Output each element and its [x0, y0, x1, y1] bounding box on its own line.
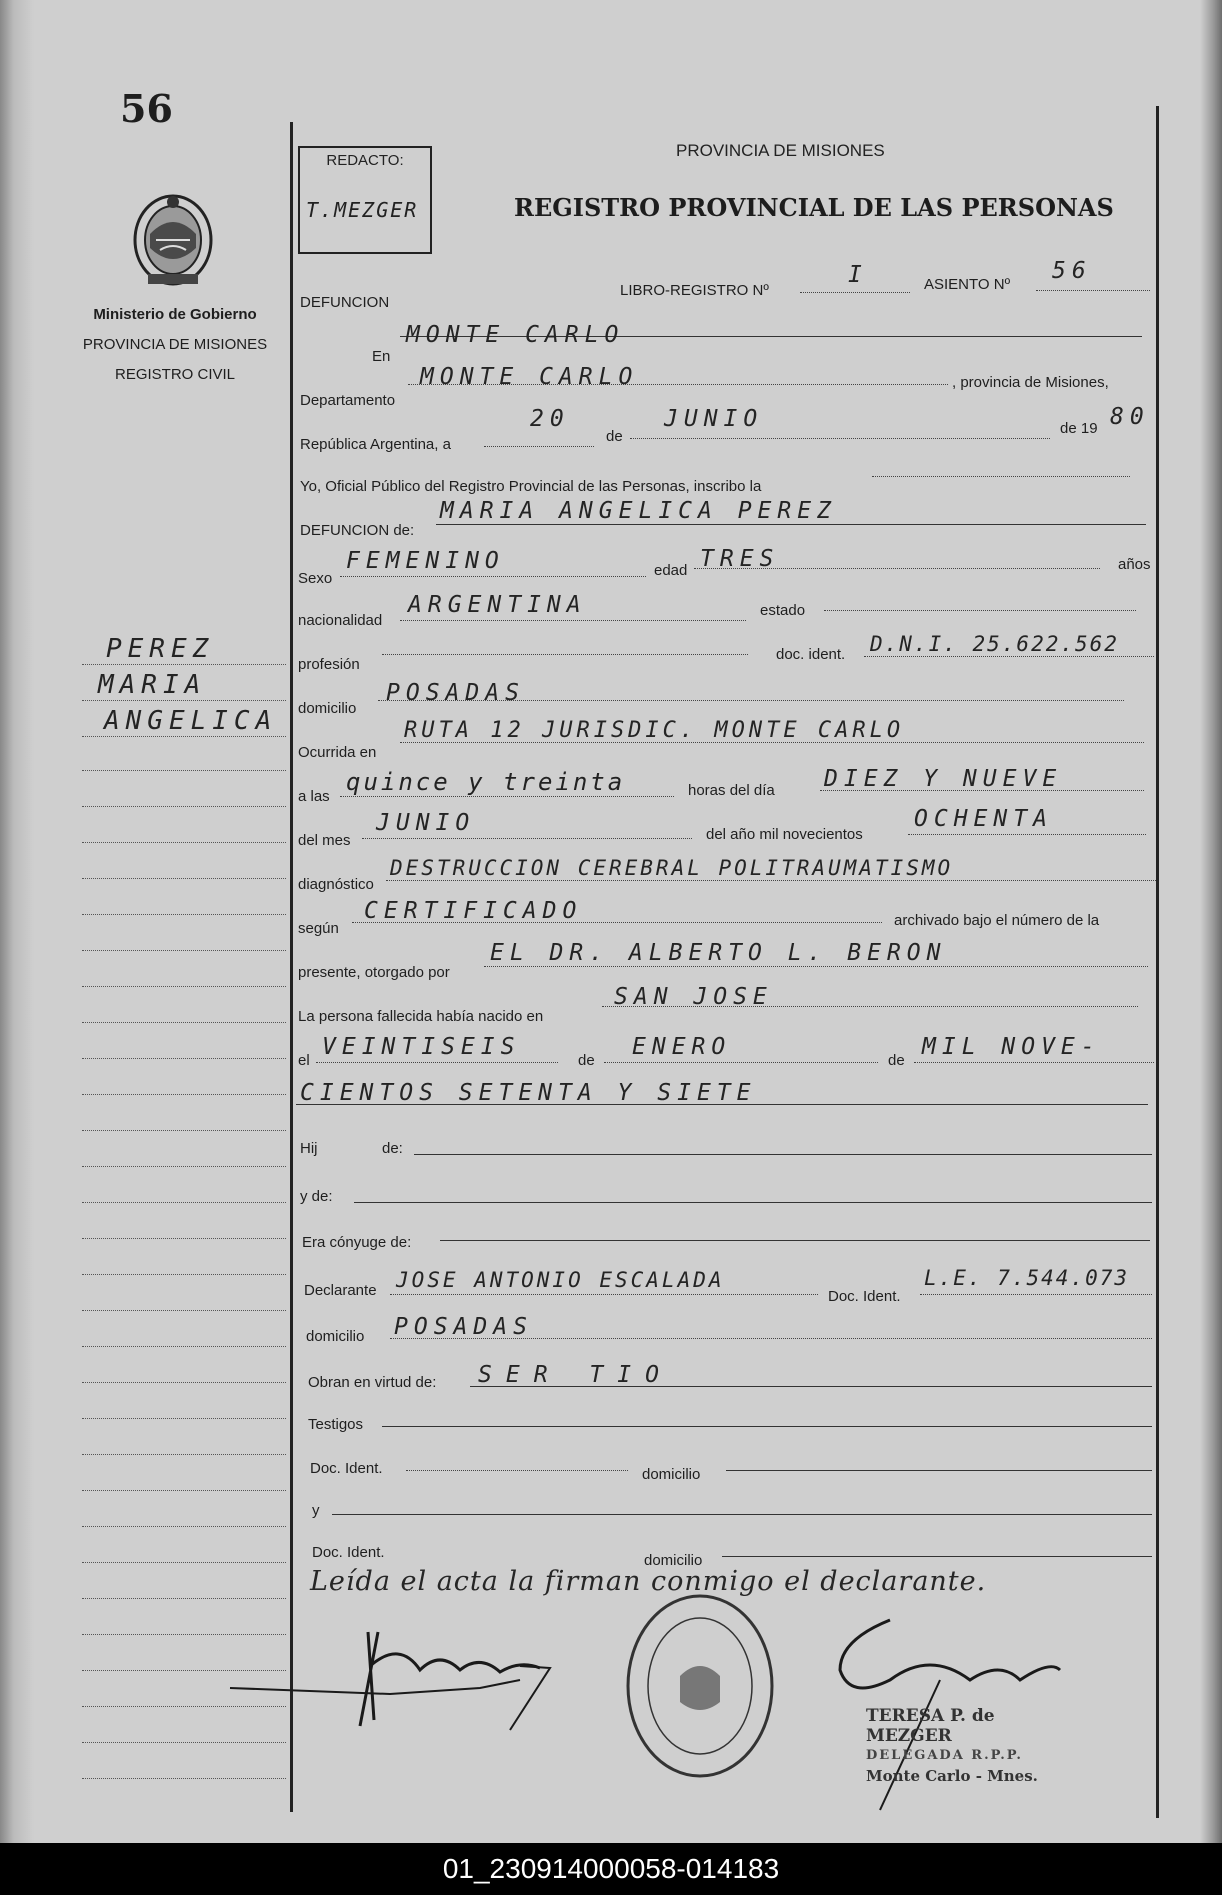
stamp-role: DELEGADA R.P.P.: [866, 1748, 1023, 1763]
margin-surname: PEREZ: [106, 634, 215, 664]
delmes-label: del mes: [298, 832, 351, 849]
death-day-value: 20: [530, 406, 570, 432]
domicilio-value: POSADAS: [386, 680, 525, 706]
obran-value: SER TIO: [478, 1362, 673, 1388]
defuncion-label: DEFUNCION de:: [300, 522, 415, 539]
testigos-label: Testigos: [308, 1416, 364, 1433]
dom2-label: domicilio: [644, 1552, 703, 1569]
margin-second-name: ANGELICA: [104, 706, 278, 736]
nacionalidad-value: ARGENTINA: [408, 592, 587, 618]
death-month-value: JUNIO: [664, 406, 764, 432]
archivado-text: archivado bajo el número de la: [894, 912, 1100, 929]
ministry-registry: REGISTRO CIVIL: [114, 366, 236, 383]
margin-first-name: MARIA: [98, 670, 207, 700]
closing-note: Leída el acta la firman conmigo el declarante.: [310, 1566, 987, 1597]
stamp-name: TERESA P. de MEZGER: [866, 1706, 995, 1746]
docident2-label: Doc. Ident.: [312, 1544, 385, 1561]
en-label: En: [372, 348, 391, 365]
header-province: PROVINCIA DE MISIONES: [676, 141, 885, 160]
nacido-label: La persona fallecida había nacido en: [298, 1008, 544, 1025]
delmes-value: JUNIO: [376, 810, 476, 836]
conyuge-label: Era cónyuge de:: [302, 1234, 412, 1251]
segun-label: según: [298, 920, 339, 937]
redacto-value: T.MEZGER: [306, 198, 419, 222]
asiento-value: 56: [1052, 258, 1092, 284]
diagnostico-label: diagnóstico: [298, 876, 374, 893]
el-value: VEINTISEIS: [322, 1034, 521, 1060]
diagnostico-value: DESTRUCCION CEREBRAL POLITRAUMATISMO: [390, 856, 954, 880]
dom1-label: domicilio: [642, 1466, 701, 1483]
right-column-rule: [1156, 106, 1159, 1818]
de2-label: de: [578, 1052, 595, 1069]
left-column-rule: [290, 122, 293, 1812]
redacto-box: [298, 146, 432, 254]
estado-label: estado: [760, 602, 806, 619]
anio-mil-value: OCHENTA: [914, 806, 1053, 832]
anos-label: años: [1118, 556, 1151, 573]
alas-label: a las: [298, 788, 330, 805]
year-value: 80: [1110, 404, 1150, 430]
declarant-signature: [220, 1610, 620, 1740]
sexo-value: FEMENINO: [346, 548, 505, 574]
edad-label: edad: [654, 562, 688, 579]
ministry-province: PROVINCIA DE MISIONES: [82, 336, 268, 353]
ocurrida-value: RUTA 12 JURISDIC. MONTE CARLO: [404, 718, 905, 743]
coat-of-arms-seal: [130, 190, 216, 290]
horas-label: horas del día: [688, 782, 775, 799]
hij-de-label: de:: [382, 1140, 403, 1157]
officer-stamp: [866, 1706, 1086, 1785]
departamento-value: MONTE CARLO: [420, 364, 639, 390]
ministry-name: Ministerio de Gobierno: [93, 306, 257, 323]
en-value: MONTE CARLO: [406, 322, 625, 348]
sexo-label: Sexo: [298, 570, 333, 587]
presente-value: EL DR. ALBERTO L. BERON: [490, 940, 947, 966]
profesion-label: profesión: [298, 656, 360, 673]
provincia-text: , provincia de Misiones,: [952, 374, 1109, 391]
act-type: DEFUNCION: [300, 294, 390, 311]
declarante-label: Declarante: [304, 1282, 377, 1299]
docident1-label: Doc. Ident.: [310, 1460, 383, 1477]
domicilio-label: domicilio: [298, 700, 357, 717]
page-number: 56: [120, 86, 173, 131]
obran-label: Obran en virtud de:: [308, 1374, 437, 1391]
year-label: de 19: [1060, 420, 1098, 437]
nacido-value: SAN JOSE: [614, 984, 773, 1010]
de-label: de: [606, 428, 623, 445]
declarante-value: JOSE ANTONIO ESCALADA: [396, 1268, 725, 1292]
anio-mil-label: del año mil novecientos: [706, 826, 863, 843]
horas-value: quince y treinta: [346, 768, 626, 796]
birth-year-value-1: MIL NOVE-: [922, 1034, 1101, 1060]
header-title: REGISTRO PROVINCIAL DE LAS PERSONAS: [514, 193, 1114, 222]
doc-label: doc. ident.: [776, 646, 846, 663]
presente-label: presente, otorgado por: [298, 964, 450, 981]
redacto-label: REDACTO:: [326, 152, 404, 169]
libro-label: LIBRO-REGISTRO Nº: [620, 282, 769, 299]
libro-value: I: [848, 262, 868, 288]
decl-doc-label: Doc. Ident.: [828, 1288, 901, 1305]
republica-label: República Argentina, a: [300, 436, 451, 453]
nacionalidad-label: nacionalidad: [298, 612, 383, 629]
ocurrida-label: Ocurrida en: [298, 744, 377, 761]
de3-label: de: [888, 1052, 905, 1069]
dia-hecho-value: DIEZ Y NUEVE: [824, 766, 1063, 792]
edad-value: TRES: [700, 546, 780, 572]
birth-month-value: ENERO: [632, 1034, 732, 1060]
yde-label: y de:: [300, 1188, 333, 1205]
hij-label: Hij: [300, 1140, 318, 1157]
deceased-name-value: MARIA ANGELICA PEREZ: [440, 498, 837, 524]
stamp-place: Monte Carlo - Mnes.: [866, 1767, 1038, 1785]
doc-value: D.N.I. 25.622.562: [870, 632, 1119, 656]
segun-value: CERTIFICADO: [364, 898, 583, 924]
decl-doc-value: L.E. 7.544.073: [924, 1266, 1130, 1290]
official-round-stamp: [620, 1586, 780, 1786]
birth-year-value-2: CIENTOS SETENTA Y SIETE: [300, 1080, 757, 1106]
image-id-footer: 01_230914000058-014183: [0, 1843, 1222, 1895]
y-label: y: [312, 1502, 320, 1519]
decl-dom-value: POSADAS: [394, 1314, 533, 1340]
asiento-label: ASIENTO Nº: [924, 276, 1011, 293]
el-label: el: [298, 1052, 310, 1069]
departamento-label: Departamento: [300, 392, 396, 409]
decl-dom-label: domicilio: [306, 1328, 365, 1345]
yo-text: Yo, Oficial Público del Registro Provincial de las Personas, inscribo la: [300, 478, 762, 495]
